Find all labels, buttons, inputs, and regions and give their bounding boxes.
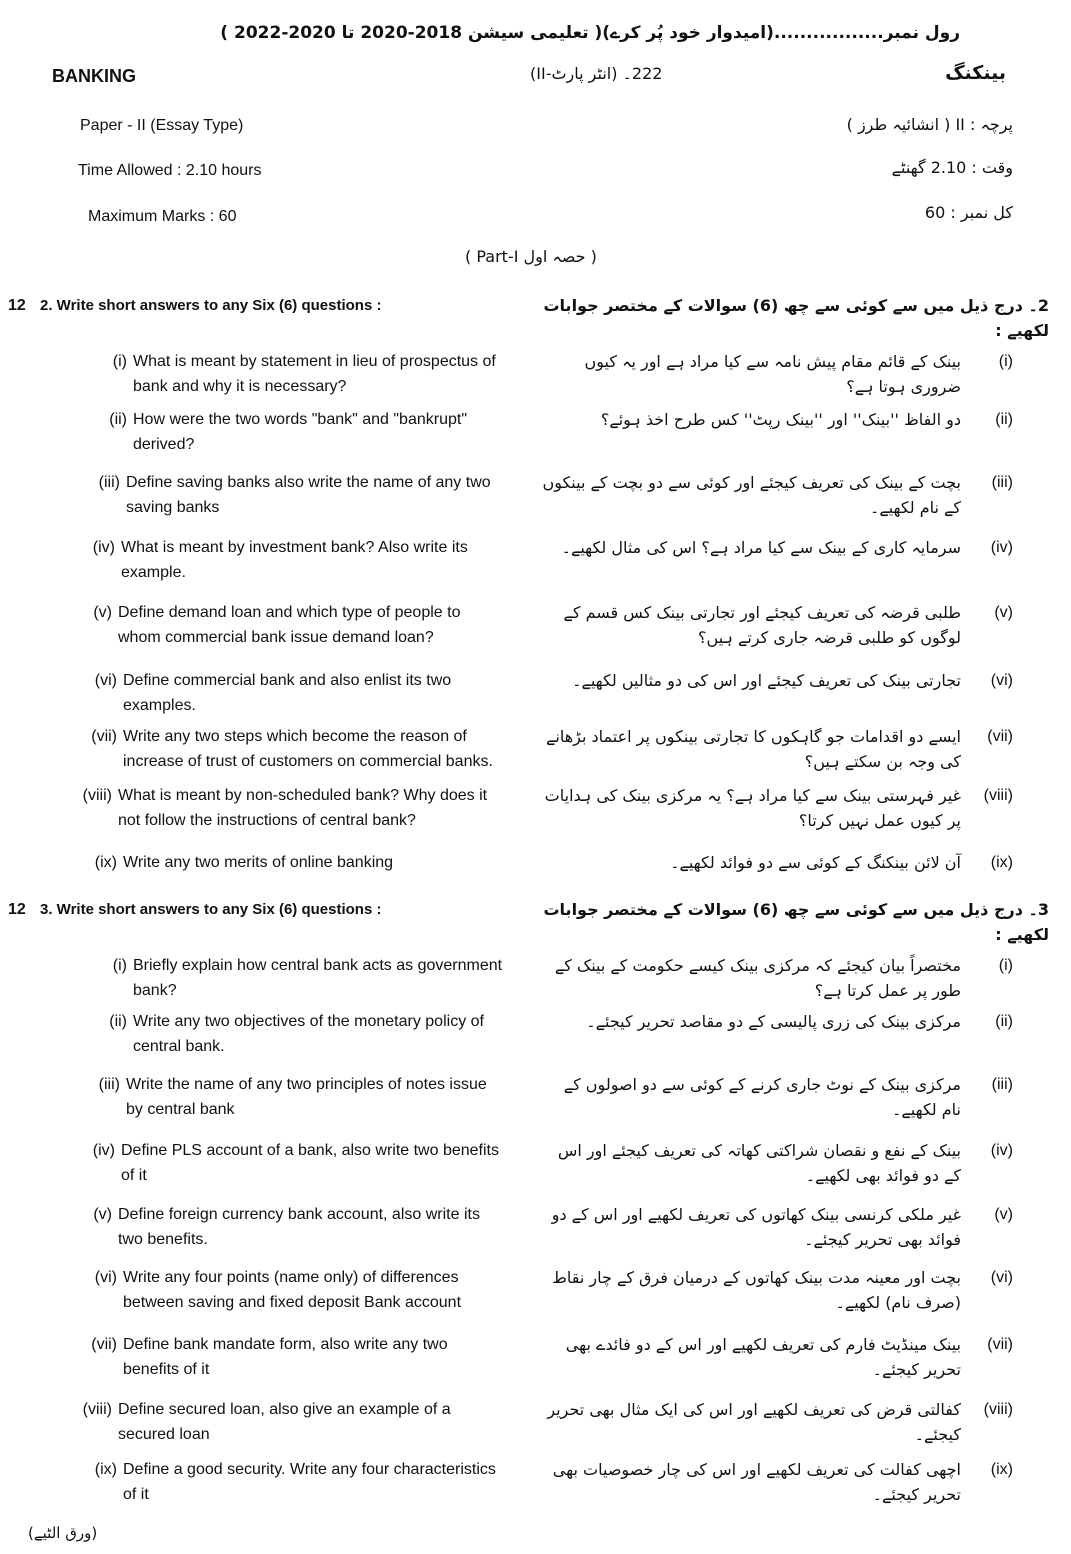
question-number-urdu: (ix) xyxy=(990,1461,1013,1478)
question-urdu: مختصراً بیان کیجئے کہ مرکزی بینک کیسے حکومت کے بینک کے طور پر عمل کرتا ہے؟ xyxy=(554,956,961,1000)
subject-urdu: بینکنگ xyxy=(945,62,1006,84)
question-number: (ii) xyxy=(109,411,127,428)
question-number-urdu: (viii) xyxy=(983,787,1013,804)
question-number-urdu: (ix) xyxy=(990,854,1013,871)
paper-code: 222۔ (انٹر پارٹ-II) xyxy=(530,64,663,83)
turn-over-note: (ورق الٹیے) xyxy=(28,1524,98,1542)
question-urdu: بینک مینڈیٹ فارم کی تعریف لکھیے اور اس کے دو فائدے بھی تحریر کیجئے۔ xyxy=(565,1335,961,1379)
question-urdu: دو الفاظ ''بینک'' اور ''بینک رپٹ'' کس طرح اخذ ہوئے؟ xyxy=(600,410,961,429)
question-number: (iv) xyxy=(92,539,115,556)
question-number: (i) xyxy=(112,957,127,974)
question-number-urdu: (ii) xyxy=(995,1013,1013,1030)
question-english: Write any two merits of online banking xyxy=(123,854,394,871)
question-number: (v) xyxy=(93,1206,112,1223)
section-marks: 12 xyxy=(8,901,26,918)
question-english: Write any two objectives of the monetary policy of central bank. xyxy=(133,1013,484,1055)
section-heading-urdu: 2۔ درج ذیل میں سے کوئی سے چھ (6) سوالات کے مختصر جوابات لکھیے : xyxy=(543,296,1049,340)
question-number: (vi) xyxy=(94,672,117,689)
subject-english: BANKING xyxy=(52,66,136,86)
question-number-urdu: (iii) xyxy=(991,1076,1013,1093)
question-english: What is meant by investment bank? Also write its example. xyxy=(121,539,468,581)
question-number-urdu: (vii) xyxy=(987,728,1013,745)
time-allowed-english: Time Allowed : 2.10 hours xyxy=(78,162,262,179)
question-number-urdu: (vi) xyxy=(990,1269,1013,1286)
question-number: (iv) xyxy=(92,1142,115,1159)
question-number-urdu: (iv) xyxy=(990,1142,1013,1159)
question-english: Define secured loan, also give an example of a secured loan xyxy=(118,1401,451,1443)
question-number: (ix) xyxy=(94,1461,117,1478)
question-urdu: بینک کے نفع و نقصان شراکتی کھاتہ کی تعریف کیجئے اور اس کے دو فوائد بھی لکھیے۔ xyxy=(557,1141,961,1185)
roll-number-session-line: رول نمبر.................(امیدوار خود پُر کرے)( تعلیمی سیشن 2018-2020 تا 2020-2022 ) xyxy=(220,23,960,43)
question-number-urdu: (iv) xyxy=(990,539,1013,556)
section-heading-urdu: 3۔ درج ذیل میں سے کوئی سے چھ (6) سوالات کے مختصر جوابات لکھیے : xyxy=(543,900,1049,944)
question-number-urdu: (i) xyxy=(998,957,1013,974)
question-english: Define foreign currency bank account, also write its two benefits. xyxy=(118,1206,480,1248)
section-marks: 12 xyxy=(8,297,26,314)
question-english: Define commercial bank and also enlist its two examples. xyxy=(123,672,452,714)
question-number: (i) xyxy=(112,353,127,370)
question-english: Write the name of any two principles of notes issue by central bank xyxy=(126,1076,487,1118)
question-english: What is meant by non-scheduled bank? Why does it not follow the instructions of central bank? xyxy=(118,787,488,829)
question-number-urdu: (i) xyxy=(998,353,1013,370)
question-urdu: آن لائن بینکنگ کے کوئی سے دو فوائد لکھیے۔ xyxy=(670,853,961,872)
question-urdu: کفالتی قرض کی تعریف لکھیے اور اس کی ایک مثال بھی تحریر کیجئے۔ xyxy=(547,1400,961,1444)
question-urdu: غیر فہرستی بینک سے کیا مراد ہے؟ یہ مرکزی بینک کی ہدایات پر کیوں عمل نہیں کرتا؟ xyxy=(544,786,961,830)
question-english: Define PLS account of a bank, also write two benefits of it xyxy=(121,1142,499,1184)
question-number: (iii) xyxy=(98,474,120,491)
question-english: Define a good security. Write any four characteristics of it xyxy=(123,1461,496,1503)
question-number-urdu: (v) xyxy=(994,1206,1013,1223)
question-urdu: مرکزی بینک کے نوٹ جاری کرنے کے کوئی سے دو اصولوں کے نام لکھیے۔ xyxy=(563,1075,961,1119)
time-allowed-urdu: وقت : 2.10 گھنٹے xyxy=(891,158,1013,177)
question-urdu: طلبی قرضہ کی تعریف کیجئے اور تجارتی بینک کس قسم کے لوگوں کو طلبی قرضہ جاری کرتے ہیں؟ xyxy=(563,603,961,647)
question-number: (iii) xyxy=(98,1076,120,1093)
question-urdu: بینک کے قائم مقام پیش نامہ سے کیا مراد ہے اور یہ کیوں ضروری ہوتا ہے؟ xyxy=(584,352,961,396)
question-urdu: اچھی کفالت کی تعریف لکھیے اور اس کی چار خصوصیات بھی تحریر کیجئے۔ xyxy=(552,1460,961,1504)
question-english: Define demand loan and which type of people to whom commercial bank issue demand loan? xyxy=(118,604,461,646)
question-urdu: بچت کے بینک کی تعریف کیجئے اور کوئی سے دو بچت کے بینکوں کے نام لکھیے۔ xyxy=(542,473,961,517)
question-number: (vii) xyxy=(91,728,117,745)
question-number-urdu: (vii) xyxy=(987,1336,1013,1353)
question-urdu: تجارتی بینک کی تعریف کیجئے اور اس کی دو مثالیں لکھیے۔ xyxy=(572,671,961,690)
question-urdu: مرکزی بینک کی زری پالیسی کے دو مقاصد تحریر کیجئے۔ xyxy=(586,1012,961,1031)
question-number: (viii) xyxy=(82,787,112,804)
question-english: Write any two steps which become the reason of increase of trust of customers on commercial banks. xyxy=(123,728,493,770)
question-number-urdu: (viii) xyxy=(983,1401,1013,1418)
question-english: Define saving banks also write the name of any two saving banks xyxy=(126,474,491,516)
question-urdu: بچت اور معینہ مدت بینک کھاتوں کے درمیان فرق کے چار نقاط (صرف نام) لکھیے۔ xyxy=(552,1268,961,1312)
question-number: (ii) xyxy=(109,1013,127,1030)
question-number-urdu: (v) xyxy=(994,604,1013,621)
question-number-urdu: (vi) xyxy=(990,672,1013,689)
question-english: Define bank mandate form, also write any two benefits of it xyxy=(123,1336,448,1378)
paper-type-urdu: پرچہ : II ( انشائیہ طرز ) xyxy=(846,115,1013,134)
question-number: (ix) xyxy=(94,854,117,871)
question-number-urdu: (ii) xyxy=(995,411,1013,428)
section-heading-english: 3. Write short answers to any Six (6) questions : xyxy=(40,901,382,918)
question-number: (vi) xyxy=(94,1269,117,1286)
question-urdu: غیر ملکی کرنسی بینک کھاتوں کی تعریف لکھیے اور اس کے دو فوائد بھی تحریر کیجئے۔ xyxy=(551,1205,961,1249)
question-english: How were the two words "bank" and "bankrupt" derived? xyxy=(133,411,467,453)
question-english: Briefly explain how central bank acts as government bank? xyxy=(133,957,503,999)
question-english: What is meant by statement in lieu of prospectus of bank and why it is necessary? xyxy=(133,353,496,395)
maximum-marks-english: Maximum Marks : 60 xyxy=(88,208,237,225)
part-heading: ( حصہ اول Part-I ) xyxy=(465,247,597,266)
question-english: Write any four points (name only) of differences between saving and fixed deposit Bank account xyxy=(123,1269,462,1311)
question-number-urdu: (iii) xyxy=(991,474,1013,491)
question-number: (vii) xyxy=(91,1336,117,1353)
paper-type-english: Paper - II (Essay Type) xyxy=(80,117,244,134)
question-number: (v) xyxy=(93,604,112,621)
section-heading-english: 2. Write short answers to any Six (6) questions : xyxy=(40,297,382,314)
question-urdu: سرمایہ کاری کے بینک سے کیا مراد ہے؟ اس کی مثال لکھیے۔ xyxy=(561,538,961,557)
question-number: (viii) xyxy=(82,1401,112,1418)
maximum-marks-urdu: کل نمبر : 60 xyxy=(924,203,1013,222)
question-urdu: ایسے دو اقدامات جو گاہکوں کا تجارتی بینکوں پر اعتماد بڑھانے کی وجہ بن سکتے ہیں؟ xyxy=(546,727,961,771)
